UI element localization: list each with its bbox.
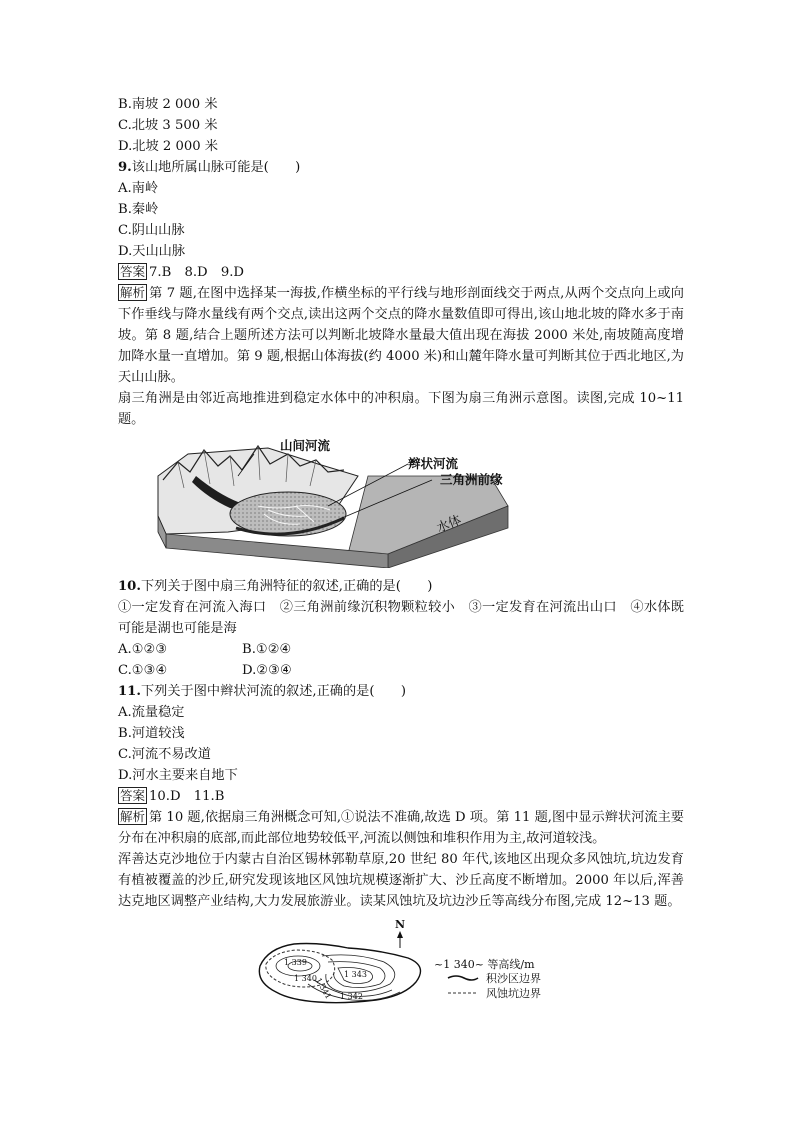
answer-tag: 答案 <box>120 788 146 803</box>
q8-option-b: B.南坡 2 000 米 <box>118 97 218 112</box>
q9-number: 9. <box>118 160 132 175</box>
label-delta-front: 三角洲前缘 <box>440 472 503 487</box>
q11-number: 11. <box>118 684 141 699</box>
legend-contour: ~1 340~ 等高线/m <box>434 958 535 971</box>
legend-sand-boundary: 积沙区边界 <box>486 972 541 985</box>
fan-delta-figure <box>118 436 684 568</box>
q10-option-d: D.②③④ <box>242 663 292 678</box>
north-arrow-head <box>397 931 403 938</box>
q10-stem-line <box>118 576 684 597</box>
blowout-contour-figure <box>118 918 684 1014</box>
q10-option-a: A.①②③ <box>118 642 168 657</box>
answer-block-1 <box>118 262 684 283</box>
q11-option-a: A.流量稳定 <box>118 705 185 720</box>
legend-sand-sample <box>448 976 478 980</box>
q9-option-d: D.天山山脉 <box>118 244 186 259</box>
contour-label-1342: 1 342 <box>340 992 363 1001</box>
q9-option-c: C.阴山山脉 <box>118 223 185 238</box>
contour-label-1340: 1 340 <box>294 974 317 983</box>
legend-pit-boundary: 风蚀坑边界 <box>486 987 541 1000</box>
analysis-block-2 <box>118 807 684 849</box>
q9-stem-line <box>118 157 684 178</box>
answer-text: 10.D 11.B <box>149 789 225 804</box>
analysis-text: 第 10 题,依据扇三角洲概念可知,①说法不准确,故选 D 项。第 11 题,图中显示辫状河流主要分布在冲积扇的底部,而此部位地势较低平,河流以侧蚀和堆积作用为主,故河道较浅。 <box>118 810 684 846</box>
analysis-tag: 解析 <box>120 285 146 300</box>
q10-option-b: B.①②④ <box>242 642 292 657</box>
analysis-text: 第 7 题,在图中选择某一海拔,作横坐标的平行线与地形剖面线交于两点,从两个交点向上或向下作垂线与降水量线有两个交点,读出这两个交点的降水量数值即可得出,该山地北坡的降水多于南坡。第 8 题,结合上题所述方法可以判断北坡降水量最大值出现在海拔 2000 米处,南坡随高度增加降水量一直增加。第 9 题,根据山体海拔(约 4000 米)和山麓年降水量可判断其位于西北地区,为天山山脉。 <box>118 286 684 385</box>
q10-statements: ①一定发育在河流入海口 ②三角洲前缘沉积物颗粒较小 ③一定发育在河流出山口 ④水体既可能是湖也可能是海 <box>118 600 684 636</box>
q11-option-b: B.河道较浅 <box>118 726 185 741</box>
answer-tag: 答案 <box>120 264 146 279</box>
q11-stem-line <box>118 681 684 702</box>
intro-10-11: 扇三角洲是由邻近高地推进到稳定水体中的冲积扇。下图为扇三角洲示意图。读图,完成 10~11 题。 <box>118 391 684 427</box>
label-mountain-river: 山间河流 <box>280 438 331 453</box>
q11-stem: 下列关于图中辫状河流的叙述,正确的是( ) <box>140 684 406 699</box>
contour-label-1339: 1 339 <box>284 958 307 967</box>
contour-label-1341: 1 341 <box>313 976 334 1001</box>
answer-text: 7.B 8.D 9.D <box>149 265 244 280</box>
q8-option-d: D.北坡 2 000 米 <box>118 139 218 154</box>
q10-number: 10. <box>118 579 141 594</box>
contour-label-1343: 1 343 <box>344 970 367 979</box>
contour-map <box>118 918 684 1014</box>
label-water-body: 水体 <box>434 511 464 536</box>
q11-option-c: C.河流不易改道 <box>118 747 211 762</box>
q9-option-a: A.南岭 <box>118 181 159 196</box>
q10-options-row-1 <box>118 639 684 660</box>
label-braided-river: 辫状河流 <box>408 456 459 471</box>
analysis-tag: 解析 <box>120 809 146 824</box>
q8-option-c: C.北坡 3 500 米 <box>118 118 218 133</box>
fan-delta-diagram <box>118 436 684 568</box>
fan-delta <box>230 492 346 536</box>
q11-option-d: D.河水主要来自地下 <box>118 768 238 783</box>
q9-option-b: B.秦岭 <box>118 202 159 217</box>
intro-12-13: 浑善达克沙地位于内蒙古自治区锡林郭勒草原,20 世纪 80 年代,该地区出现众多风蚀坑,坑边发育有植被覆盖的沙丘,研究发现该地区风蚀坑规模逐渐扩大、沙丘高度不断增加。2000 年以后,浑善达克地区调整产业结构,大力发展旅游业。读某风蚀坑及坑边沙丘等高线分布图,完成 12~13 题。 <box>118 852 684 909</box>
q10-options-row-2 <box>118 660 684 681</box>
analysis-block-1 <box>118 283 684 388</box>
answer-block-2 <box>118 786 684 807</box>
q10-option-c: C.①③④ <box>118 663 168 678</box>
north-label: N <box>395 918 406 931</box>
q9-stem: 该山地所属山脉可能是( ) <box>131 160 301 175</box>
q10-stem: 下列关于图中扇三角洲特征的叙述,正确的是( ) <box>140 579 433 594</box>
document-page <box>118 94 684 1022</box>
